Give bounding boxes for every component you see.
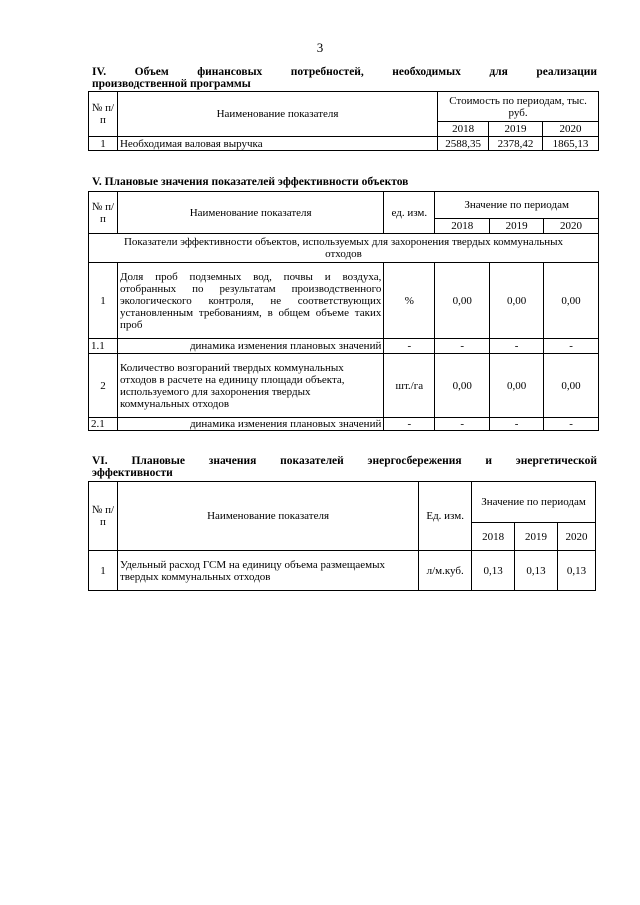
year-header: 2020 (558, 523, 596, 551)
col-header-name: Наименование показателя (117, 482, 418, 551)
row-unit: л/м.куб. (419, 551, 472, 591)
group-header: Показатели эффективности объектов, используемых для захоронения твердых коммунальных отходов (89, 234, 599, 263)
efficiency-table (88, 191, 599, 431)
row-num: 2.1 (89, 418, 118, 431)
row-name: Необходимая валовая выручка (117, 137, 437, 151)
row-value: 0,00 (435, 263, 490, 339)
row-num: 2 (89, 354, 118, 418)
section-4-title-line2: производственной программы (92, 78, 251, 90)
section-4-title-line1: IV. Объем финансовых потребностей, необходимых для реализации (92, 66, 597, 78)
year-header: 2019 (489, 122, 543, 137)
row-name: динамика изменения плановых значений (117, 339, 383, 354)
col-header-num: № п/п (89, 482, 118, 551)
row-value: 0,00 (490, 263, 544, 339)
row-value: 0,13 (558, 551, 596, 591)
row-value: 2588,35 (438, 137, 489, 151)
row-unit: % (384, 263, 435, 339)
row-value: 0,00 (435, 354, 490, 418)
row-unit: - (384, 339, 435, 354)
table-row (89, 339, 599, 354)
row-value: - (544, 339, 599, 354)
section-6-title-cont (92, 467, 597, 479)
row-name: динамика изменения плановых значений (117, 418, 383, 431)
row-value: - (435, 418, 490, 431)
section-6-title-line2: эффективности (92, 467, 173, 479)
row-value: 0,00 (490, 354, 544, 418)
year-header: 2018 (472, 523, 515, 551)
col-header-num: № п/п (89, 92, 118, 137)
section-4-title-cont (92, 78, 597, 90)
page-number: 3 (316, 40, 324, 55)
section-4-title (92, 66, 597, 78)
section-6-title-line1: VI. Плановые значения показателей энергосбережения и энергетической (92, 455, 597, 467)
row-name: Удельный расход ГСМ на единицу объема размещаемых твердых коммунальных отходов (117, 551, 418, 591)
energy-efficiency-table (88, 481, 596, 591)
table-row (89, 551, 596, 591)
table-row (89, 418, 599, 431)
row-value: - (435, 339, 490, 354)
table-row (89, 354, 599, 418)
row-num: 1.1 (89, 339, 118, 354)
section-6-title (92, 455, 597, 467)
col-header-unit: ед. изм. (384, 192, 435, 234)
row-unit: шт./га (384, 354, 435, 418)
row-value: 0,13 (515, 551, 558, 591)
col-header-cost: Стоимость по периодам, тыс. руб. (438, 92, 599, 122)
col-header-unit: Ед. изм. (419, 482, 472, 551)
row-name: Количество возгораний твердых коммунальных отходов в расчете на единицу площади объекта, используемого для захоронения твердых коммунальных отходов (117, 354, 383, 418)
row-num: 1 (89, 263, 118, 339)
row-unit: - (384, 418, 435, 431)
col-header-name: Наименование показателя (117, 92, 437, 137)
col-header-name: Наименование показателя (117, 192, 383, 234)
year-header: 2019 (515, 523, 558, 551)
year-header: 2020 (543, 122, 599, 137)
table-row (89, 137, 599, 151)
year-header: 2019 (490, 219, 544, 234)
row-value: 0,00 (544, 263, 599, 339)
year-header: 2018 (438, 122, 489, 137)
row-num: 1 (89, 137, 118, 151)
row-value: 1865,13 (543, 137, 599, 151)
row-value: 0,13 (472, 551, 515, 591)
section-5-title: V. Плановые значения показателей эффективности объектов (92, 176, 409, 188)
row-value: 0,00 (544, 354, 599, 418)
row-value: 2378,42 (489, 137, 543, 151)
row-value: - (490, 339, 544, 354)
table-row (89, 263, 599, 339)
year-header: 2018 (435, 219, 490, 234)
col-header-values: Значение по периодам (472, 482, 596, 523)
row-num: 1 (89, 551, 118, 591)
row-value: - (490, 418, 544, 431)
financial-needs-table (88, 91, 599, 151)
year-header: 2020 (544, 219, 599, 234)
row-value: - (544, 418, 599, 431)
col-header-num: № п/п (89, 192, 118, 234)
col-header-values: Значение по периодам (435, 192, 599, 219)
row-name: Доля проб подземных вод, почвы и воздуха, отобранных по результатам производственного экологического контроля, не соответствующих установленным требованиям, в общем объеме таких проб (117, 263, 383, 339)
